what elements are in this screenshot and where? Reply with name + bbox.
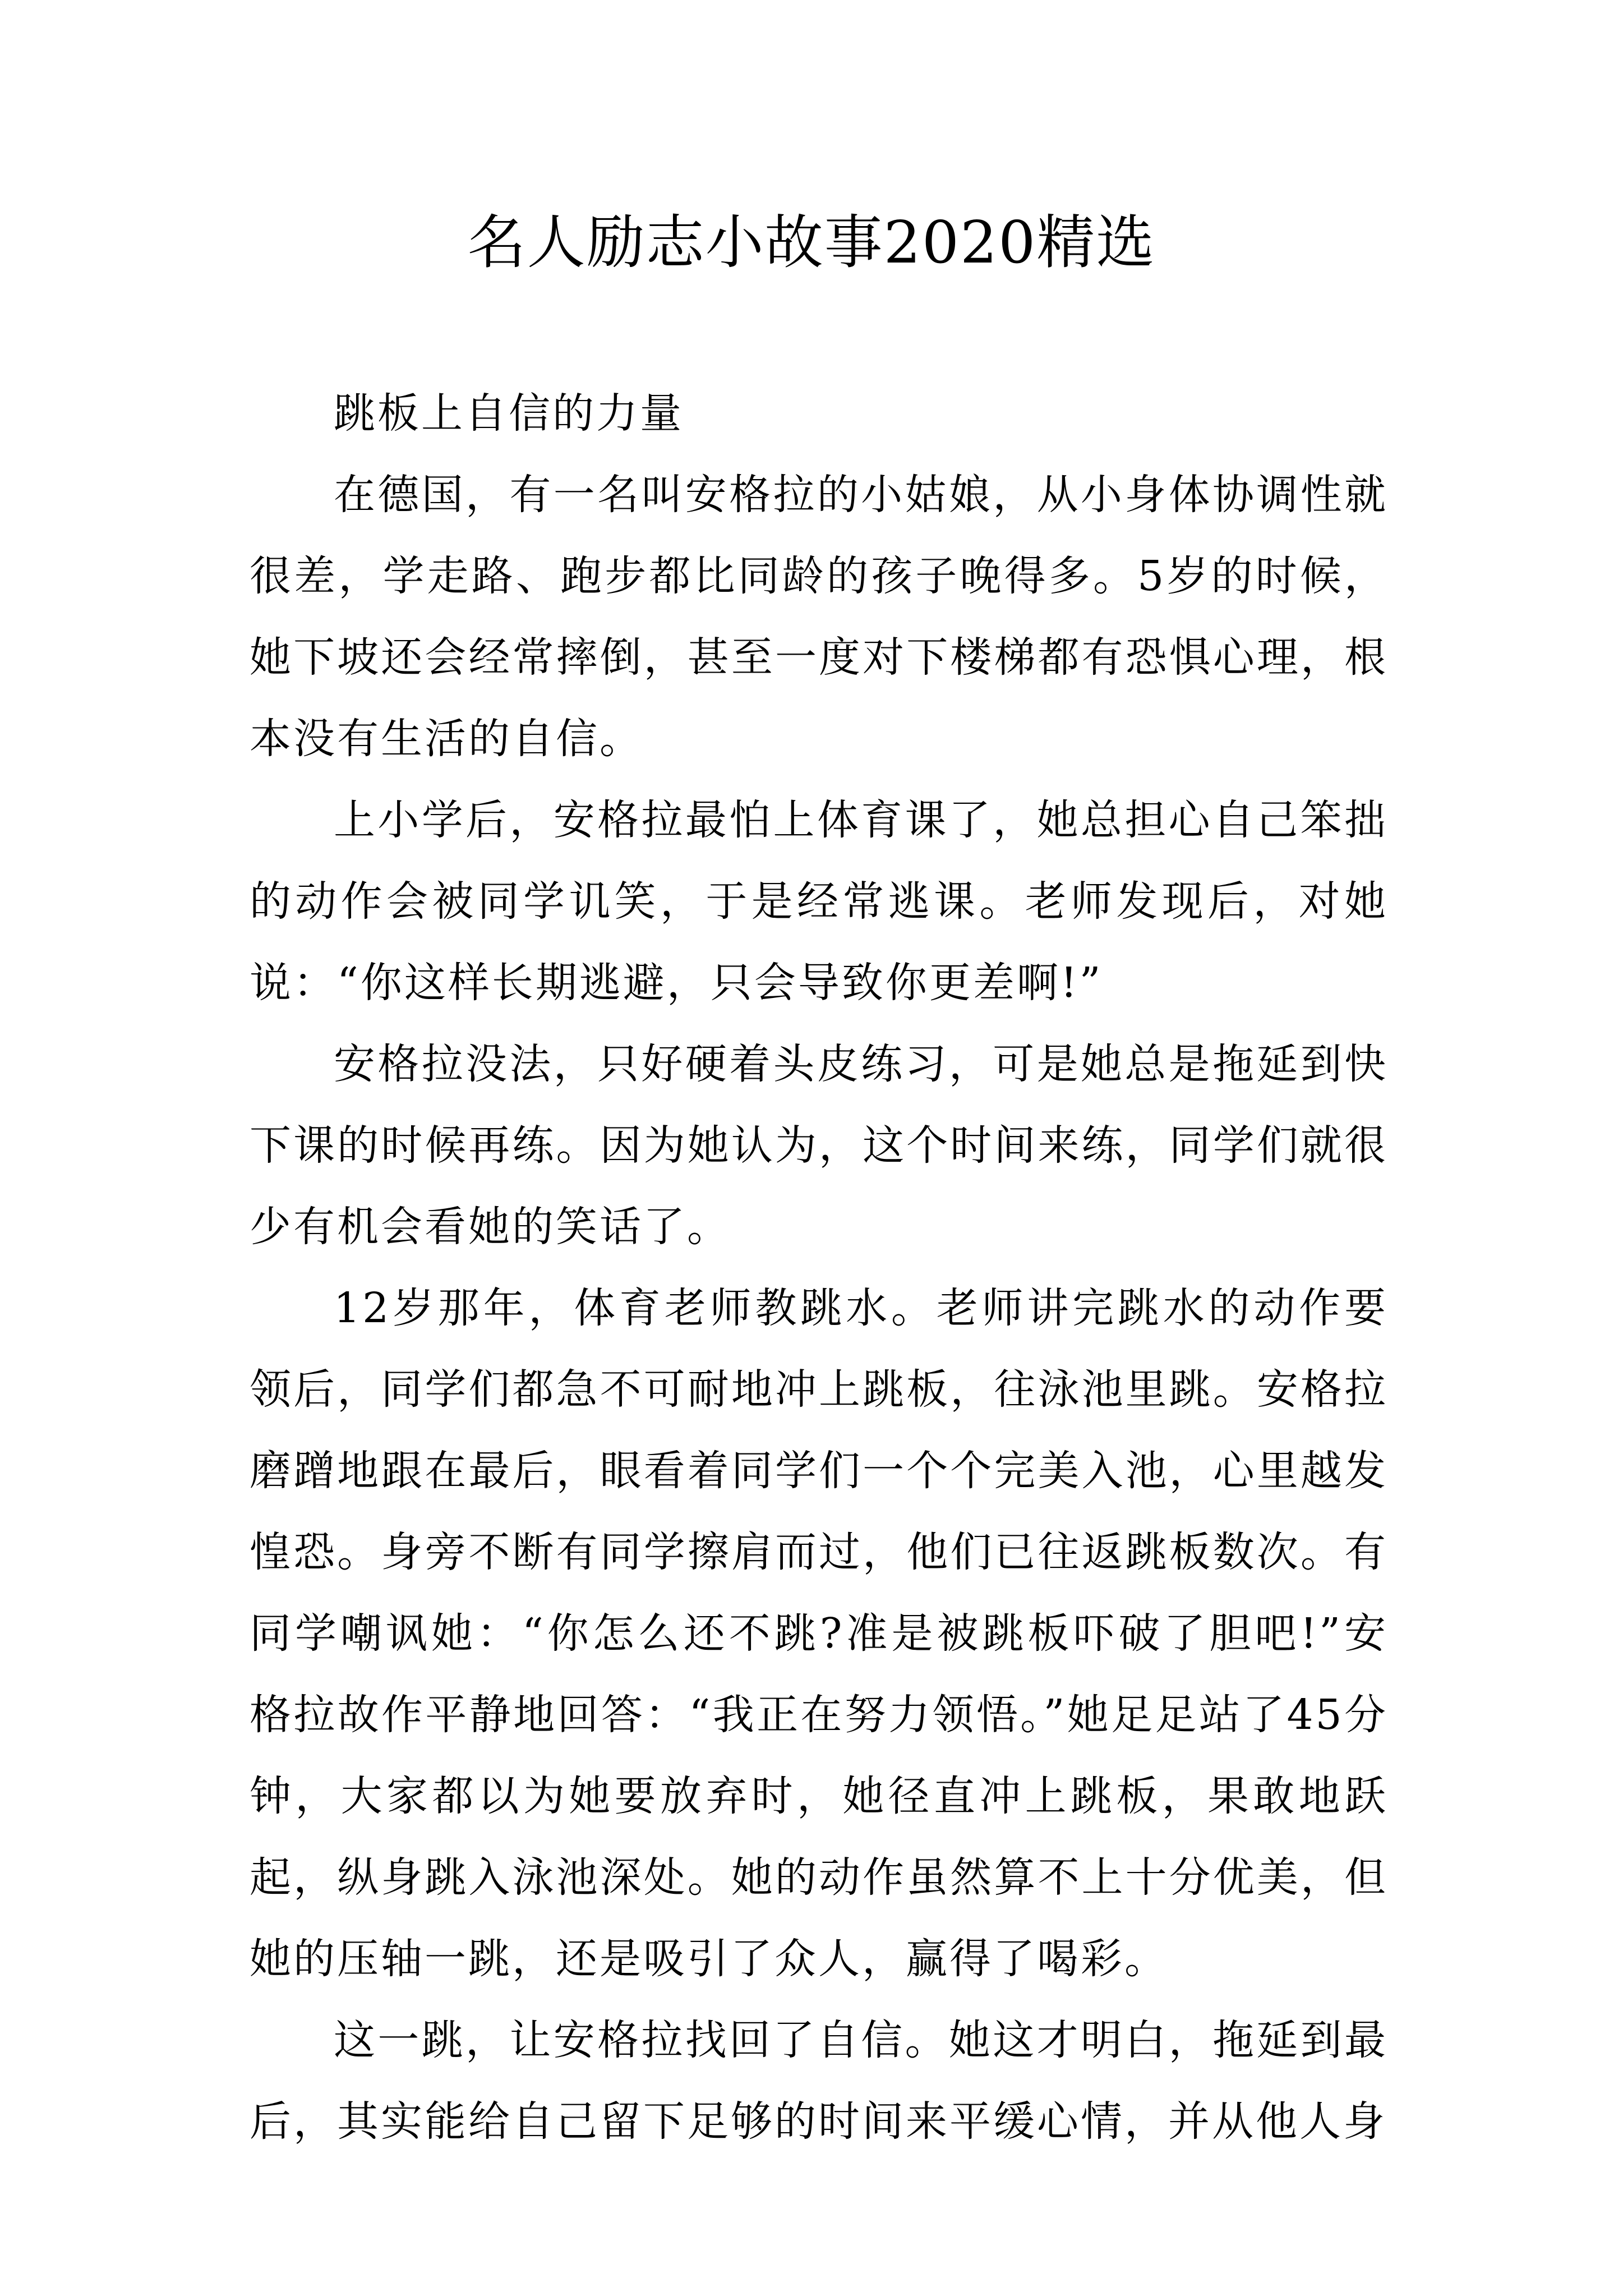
- document-body: [250, 373, 1388, 2162]
- section-heading: 跳板上自信的力量: [334, 389, 684, 438]
- paragraph: 上小学后，安格拉最怕上体育课了，她总担心自己笨拙的动作会被同学讥笑，于是经常逃课。老师发现后，对她说：“你这样长期逃避，只会导致你更差啊!”: [250, 796, 1388, 1007]
- document-title: 名人励志小故事2020精选: [467, 208, 1156, 277]
- paragraph: 在德国，有一名叫安格拉的小姑娘，从小身体协调性就很差，学走路、跑步都比同龄的孩子晚得多。5岁的时候，她下坡还会经常摔倒，甚至一度对下楼梯都有恐惧心理，根本没有生活的自信。: [250, 471, 1388, 763]
- paragraph: 安格拉没法，只好硬着头皮练习，可是她总是拖延到快下课的时候再练。因为她认为，这个时间来练，同学们就很少有机会看她的笑话了。: [250, 1040, 1388, 1251]
- paragraph: 这一跳，让安格拉找回了自信。她这才明白，拖延到最后，其实能给自己留下足够的时间来平缓心情，并从他人身: [250, 2016, 1388, 2146]
- paragraph: 12岁那年，体育老师教跳水。老师讲完跳水的动作要领后，同学们都急不可耐地冲上跳板，往泳池里跳。安格拉磨蹭地跟在最后，眼看着同学们一个个完美入池，心里越发惶恐。身旁不断有同学擦肩而过，他们已往返跳板数次。有同学嘲讽她：“你怎么还不跳?准是被跳板吓破了胆吧!”安格拉故作平静地回答：“我正在努力领悟。”她足足站了45分钟，大家都以为她要放弃时，她径直冲上跳板，果敢地跃起，纵身跳入泳池深处。她的动作虽然算不上十分优美，但她的压轴一跳，还是吸引了众人，赢得了喝彩。: [250, 1284, 1388, 1983]
